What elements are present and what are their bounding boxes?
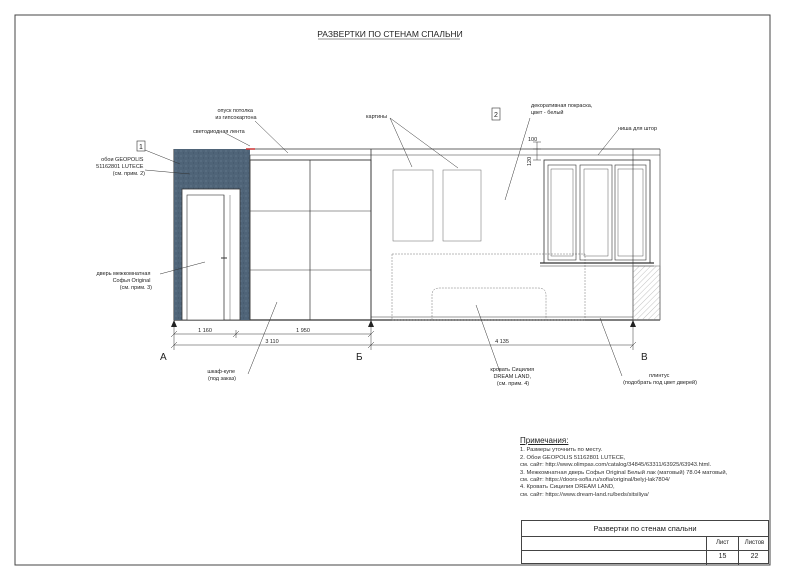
- plinth-callout: плинтус (подобрать под цвет дверей): [623, 373, 697, 386]
- notes-heading: Примечания:: [520, 436, 569, 445]
- bed: [392, 254, 585, 320]
- note-item: 2. Обои GEOPOLIS 51162801 LUTECE, см. сайт: http://www.olimpas.com/catalog/34845/63311/63925/63943.html.: [520, 454, 712, 469]
- sheet-label: Лист: [715, 540, 730, 546]
- paintings: [393, 170, 481, 241]
- ceiling-callout: опуск потолка из гипсокартона: [215, 108, 257, 121]
- dim-100: 100: [528, 137, 538, 143]
- title-block-title: Развертки по стенам спальни: [522, 521, 768, 537]
- tag-1: 1: [139, 144, 143, 151]
- height-dimension: [533, 142, 541, 160]
- dim-4135: 4 135: [495, 339, 509, 345]
- axis-v-label: В: [641, 352, 648, 363]
- door-callout: дверь межкомнатная Софья Original (см. прим. 3): [96, 271, 152, 291]
- drawing-title: РАЗВЕРТКИ ПО СТЕНАМ СПАЛЬНИ: [317, 29, 463, 39]
- axis-b-label: Б: [356, 352, 363, 363]
- note-item: 4. Кровать Сицилия DREAM LAND, см. сайт: https://www.dream-land.ru/beds/sitsiliya/: [520, 484, 649, 498]
- wall-section-hatch: [633, 266, 660, 320]
- wardrobe-callout: шкаф-купе (под заказ): [207, 369, 236, 382]
- interior-door: [182, 189, 240, 320]
- axis-arrows: [171, 320, 636, 327]
- sheets-total: 22: [750, 553, 759, 560]
- paintings-callout: картины: [366, 114, 388, 120]
- dim-1160: 1 160: [198, 328, 212, 334]
- axis-a-label: А: [160, 352, 167, 363]
- bed-callout: кровать Сицилия DREAM LAND, (см. прим. 4): [490, 367, 535, 387]
- sheets-label: Листов: [744, 540, 765, 546]
- sheet-number: 15: [718, 553, 727, 560]
- title-block: [521, 520, 769, 564]
- niche-callout: ниша для штор: [618, 126, 658, 132]
- note-item: 1. Размеры уточнить по месту.: [520, 447, 603, 454]
- led-callout: светодиодная лента: [193, 129, 245, 135]
- tag-2: 2: [494, 112, 498, 119]
- window: [540, 160, 654, 266]
- dim-3110: 3 110: [265, 339, 279, 345]
- dim-120: 120: [527, 156, 533, 166]
- note-item: 3. Межкомнатная дверь Софья Original Белый лак (матовый) 78.04 матовый, см. сайт: https://doors-sofia.ru/sofia/original/belyj-lak7804/: [520, 469, 728, 484]
- dimension-lines: [171, 320, 636, 350]
- notes-block: [520, 437, 770, 499]
- wallpaper-callout: обои GEOPOLIS 51162801 LUTECE (см. прим. 2): [96, 157, 145, 177]
- wardrobe: [250, 155, 371, 320]
- dim-1950: 1 950: [296, 328, 310, 334]
- paint-callout: декоративная покраска, цвет - белый: [531, 103, 593, 116]
